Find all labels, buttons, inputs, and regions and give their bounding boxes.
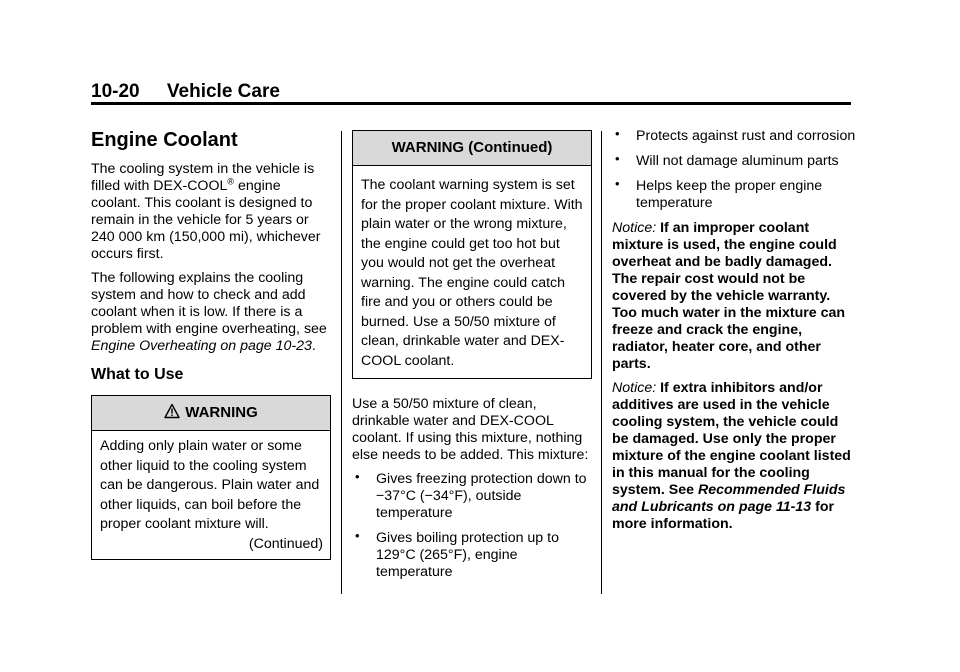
list-item	[612, 178, 857, 212]
bullet-icon: •	[355, 469, 360, 484]
list-item-text: Helps keep the proper engine temperature	[636, 178, 823, 211]
bullet-icon: •	[355, 528, 360, 543]
notice-text: If an improper coolant mixture is used, the engine could overheat and be badly damaged. The repair cost would not be covered by the vehicle warranty. Too much water in the mixture can freeze and crack the engine, radiator, heater core, and other parts.	[612, 220, 846, 372]
list-item	[352, 471, 592, 522]
list-item	[612, 153, 857, 170]
list-item-text: Will not damage aluminum parts	[636, 153, 839, 169]
intro-text-a: The cooling system in the vehicle is filled with DEX-COOL	[91, 161, 315, 194]
column-2	[352, 128, 592, 589]
registered-mark: ®	[227, 176, 235, 187]
list-item	[352, 530, 592, 581]
list-item-text: Gives freezing protection down to −37°C (−34°F), outside temperature	[376, 471, 587, 521]
section-heading: Engine Coolant	[91, 129, 238, 151]
notice-label: Notice:	[612, 220, 657, 236]
list-item-text: Gives boiling protection up to 129°C (265°F), engine temperature	[376, 530, 559, 580]
warning-continued-header: WARNING (Continued)	[353, 131, 591, 166]
warning-icon	[164, 398, 180, 432]
overheating-link[interactable]: Engine Overheating on page 10-23	[91, 338, 312, 354]
subheading: What to Use	[91, 366, 184, 383]
notice-label: Notice:	[612, 380, 657, 396]
explain-paragraph	[91, 270, 331, 355]
warning-text: Adding only plain water or some other liquid to the cooling system can be dangerous. Plain water and other liquids, can boil before the proper coolant mixture will.	[100, 438, 320, 532]
column-divider-2	[601, 131, 602, 594]
continued-label: (Continued)	[248, 535, 323, 552]
notice-text-end: for more information.	[612, 499, 835, 532]
warning-box	[91, 395, 331, 560]
column-1	[91, 128, 331, 560]
list-item-text: Protects against rust and corrosion	[636, 128, 856, 144]
warning-title: WARNING	[185, 404, 258, 421]
notice-paragraph-2	[612, 380, 857, 533]
fluids-link[interactable]: Recommended Fluids and Lubricants on page 11-13	[612, 482, 846, 515]
explain-end: .	[311, 338, 316, 354]
explain-text: The following explains the cooling system and how to check and add coolant when it is low. If there is a problem with engine overheating, see	[91, 270, 327, 337]
warning-body	[92, 431, 330, 559]
column-divider-1	[341, 131, 342, 594]
list-item	[612, 128, 857, 145]
column-3	[612, 128, 857, 540]
header-rule	[91, 102, 851, 105]
section-title: Vehicle Care	[166, 81, 280, 102]
notice-text: If extra inhibitors and/or additives are used in the vehicle cooling system, the vehicle could be damaged. Use only the proper mixture of the engine coolant listed in this manual for the cooling system. See	[612, 380, 851, 498]
bullet-icon: •	[615, 126, 620, 141]
page-number: 10-20	[91, 81, 140, 102]
mixture-paragraph: Use a 50/50 mixture of clean, drinkable water and DEX-COOL coolant. If using this mixture, nothing else needs to be added. This mixture:	[352, 396, 589, 463]
bullet-icon: •	[615, 151, 620, 166]
notice-paragraph-1	[612, 220, 857, 373]
warning-header	[92, 396, 330, 431]
warning-continued-box	[352, 130, 592, 379]
mixture-list	[352, 471, 592, 581]
benefits-list	[612, 128, 857, 212]
bullet-icon: •	[615, 176, 620, 191]
warning-continued-body: The coolant warning system is set for the proper coolant mixture. With plain water or the wrong mixture, the engine could get too hot but you would not get the overheat warning. The engine could catch fire and you or others could be burned. Use a 50/50 mixture of clean, drinkable water and DEX-COOL coolant.	[361, 177, 583, 369]
page-header	[91, 81, 280, 103]
intro-text-b: engine coolant. This coolant is designed to remain in the vehicle for 5 years or 240 000 km (150,000 mi), whichever occurs first.	[91, 178, 321, 262]
intro-paragraph	[91, 161, 331, 263]
